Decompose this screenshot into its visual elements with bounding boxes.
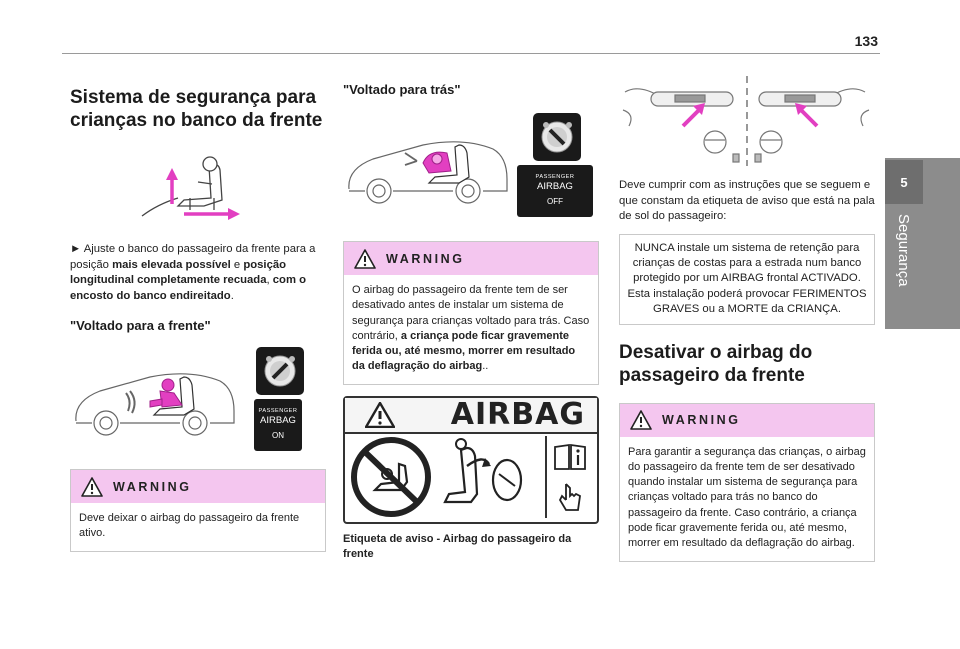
warning-label: WARNING <box>113 479 192 494</box>
sunvisor-illustration <box>619 70 875 172</box>
deactivate-airbag-title: Desativar o airbag do passageiro da frente <box>619 341 813 386</box>
chapter-name: Segurança <box>895 214 912 287</box>
car-rear-facing-icon <box>343 127 513 209</box>
airbag-label-title: AIRBAG <box>450 397 585 433</box>
read-manual-hand-icon <box>556 482 584 512</box>
bullet-icon: ► <box>70 243 82 255</box>
forward-facing-illustration <box>70 347 326 447</box>
warning-triangle-icon <box>630 410 652 430</box>
airbag-deploy-seat-icon <box>437 436 529 518</box>
header-divider <box>62 53 880 54</box>
warning-text: Deve deixar o airbag do passageiro da frente ativo. <box>79 512 300 540</box>
airbag-label-icons <box>345 434 597 520</box>
seat-instruction: ► Ajuste o banco do passageiro da frente para a posição mais elevada possível e posição longitudinal completamente recuada, com o encosto do banco endireitado. <box>70 243 316 302</box>
sunvisor-instruction: Deve cumprir com as instruções que se seguem e que constam da etiqueta de aviso que está na pala de sol do passageiro: <box>619 179 875 222</box>
airbag-label-banner <box>345 398 597 434</box>
passenger-airbag-off-indicator: PASSENGER AIRBAG OFF <box>517 165 593 217</box>
airbag-switch-panel <box>256 347 304 395</box>
warning-box-forward <box>70 469 326 552</box>
column-3 <box>619 62 875 562</box>
warning-text: O airbag do passageiro da frente tem de ser desativado antes de instalar um sistema de segurança para crianças voltado para trás. Caso contrário, a criança pode ficar gravemente ferida ou, até mesmo, morrer em resultado da deflagração do airbag.. <box>352 284 590 373</box>
chapter-number[interactable]: 5 <box>885 160 923 204</box>
forward-facing-heading: "Voltado para a frente" <box>70 318 211 333</box>
sunvisor-notice: NUNCA instale um sistema de retenção para crianças de costas para a estrada num banco protegido por um AIRBAG frontal ACTIVADO. Esta instalação poderá provocar FERIMENTOS GRAVES ou a MORTE da CRIANÇA. <box>619 234 875 325</box>
warning-header <box>344 242 598 275</box>
warning-header <box>71 470 325 503</box>
warning-box-rear <box>343 241 599 385</box>
passenger-airbag-on-indicator: PASSENGER AIRBAG ON <box>254 399 302 451</box>
column-1 <box>70 62 326 552</box>
car-forward-facing-icon <box>70 361 238 441</box>
warning-triangle-icon <box>81 477 103 497</box>
warning-header <box>620 404 874 437</box>
no-rear-facing-seat-icon <box>349 436 433 518</box>
rear-facing-heading: "Voltado para trás" <box>343 82 461 97</box>
rear-facing-illustration <box>343 113 599 217</box>
seat-adjust-illustration <box>138 154 248 220</box>
warning-triangle-icon <box>365 402 395 428</box>
manual-book-icon <box>553 441 587 471</box>
warning-text: Para garantir a segurança das crianças, o airbag do passageiro da frente tem de ser desativado quando instalar um sistema de segurança para crianças voltado para trás no banco do passageiro da frente. Caso contrário, a criança pode ficar gravemente ferida ou, até mesmo, morrer em resultado da deflagração do airbag. <box>628 445 866 550</box>
airbag-switch-panel-rear <box>533 113 581 161</box>
airbag-warning-label <box>343 396 599 524</box>
column-2 <box>343 62 599 562</box>
warning-label: WARNING <box>662 413 741 428</box>
warning-triangle-icon <box>354 249 376 269</box>
seat-adjust-icon <box>138 154 248 220</box>
figure-caption: Etiqueta de aviso - Airbag do passageiro da frente <box>343 532 572 560</box>
manual-reference-panel <box>545 436 593 518</box>
warning-box-deactivate <box>619 403 875 562</box>
airbag-key-switch-icon <box>538 118 576 156</box>
page-number: 133 <box>854 33 878 49</box>
warning-label: WARNING <box>386 251 465 266</box>
section-title: Sistema de segurança para crianças no banco da frente <box>70 87 323 131</box>
sun-visor-label-icon <box>619 70 875 172</box>
airbag-key-switch-icon <box>261 352 299 390</box>
